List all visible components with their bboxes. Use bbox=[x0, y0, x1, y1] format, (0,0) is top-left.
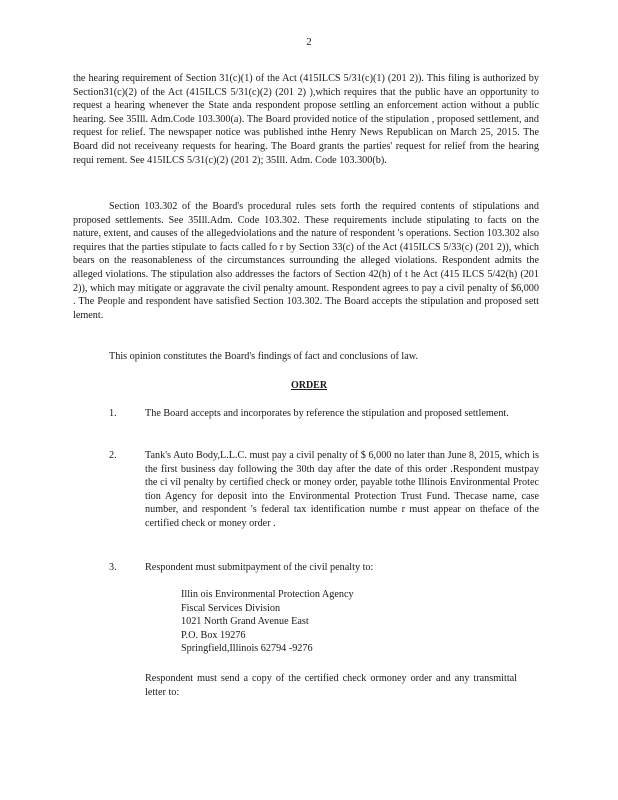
address-line: Fiscal Services Division bbox=[181, 602, 281, 614]
order-item-2-text: Tank's Auto Body,L.L.C. must pay a civil penalty of $ 6,000 no later than June 8, 2015, which is the first business day following the 30th day after the date of this order .Respondent mustpay the ci vil penalty by certified check or money order, payable tothe Illinois Environmental Protec tion Agency for deposit into the Environmental Protection Trust Fund. Thecase name, case number, and respondent 's federal tax identification numbe r must appear on theface of the certified check or money order . bbox=[145, 450, 539, 529]
order-item-2-number: 2. bbox=[109, 450, 117, 461]
paragraph-findings: This opinion constitutes the Board's findings of fact and conclusions of law. bbox=[109, 351, 419, 362]
order-item-1-number: 1. bbox=[109, 408, 117, 419]
order-item-1-text: The Board accepts and incorporates by reference the stipulation and proposed settlement. bbox=[145, 408, 509, 419]
paragraph-hearing-requirement: the hearing requirement of Section 31(c)(1) of the Act (415ILCS 5/31(c)(1) (201 2)). This filing is authorized by Section31(c)(2) of the Act (415ILCS 5/31(c)(2) (201 2) ),which requires that the public have an opportunity to request a hearing whenever the State anda respondent propose settling an enforcement action without a public hearing. See 35Ill. Adm.Code 103.300(a). The Board provided notice of the stipulation , proposed settlement, and request for relief. The newspaper notice was published inthe Henry News Republican on March 25, 2015. The Board did not receiveany requests for hearing. The Board grants the parties' request for relief from the hearing requi rement. See 415ILCS 5/31(c)(2) (201 2); 35Ill. Adm. Code 103.300(b). bbox=[73, 73, 539, 166]
address-line: P.O. Box 19276 bbox=[181, 629, 246, 641]
paragraph-procedural-rules: Section 103.302 of the Board's procedural rules sets forth the required contents of stipulations and proposed settlements. See 35Ill.Adm. Code 103.302. These requirements include stipulating to facts on the nature, extent, and causes of the allegedviolations and the nature of respondent 's operations. Section 103.302 also requires that the parties stipulate to facts called fo r by Section 33(c) of the Act (415ILCS 5/33(c) (201 2)), which bears on the reasonableness of the circumstances surrounding the alleged violations. Respondent admits the alleged violations. The stipulation also addresses the factors of Section 42(h) of t he Act (415 ILCS 5/42(h) (201 2)), which may mitigate or aggravate the civil penalty amount. Respondent agrees to pay a civil penalty of $6,000 . The People and respondent have satisfied Section 103.302. The Board accepts the stipulation and proposed sett lement. bbox=[73, 201, 539, 321]
order-item-3-number: 3. bbox=[109, 562, 117, 573]
order-heading: ORDER bbox=[290, 380, 328, 391]
address-line: Springfield,Illinois 62794 -9276 bbox=[181, 643, 313, 655]
payment-address bbox=[181, 588, 354, 656]
page-number: 2 bbox=[306, 36, 312, 48]
address-line: 1021 North Grand Avenue East bbox=[181, 616, 309, 628]
address-line: Illin ois Environmental Protection Agency bbox=[181, 589, 354, 600]
paragraph-send-copy: Respondent must send a copy of the certified check ormoney order and any transmittal letter to: bbox=[145, 673, 517, 698]
order-item-3-text: Respondent must submitpayment of the civil penalty to: bbox=[145, 562, 374, 573]
